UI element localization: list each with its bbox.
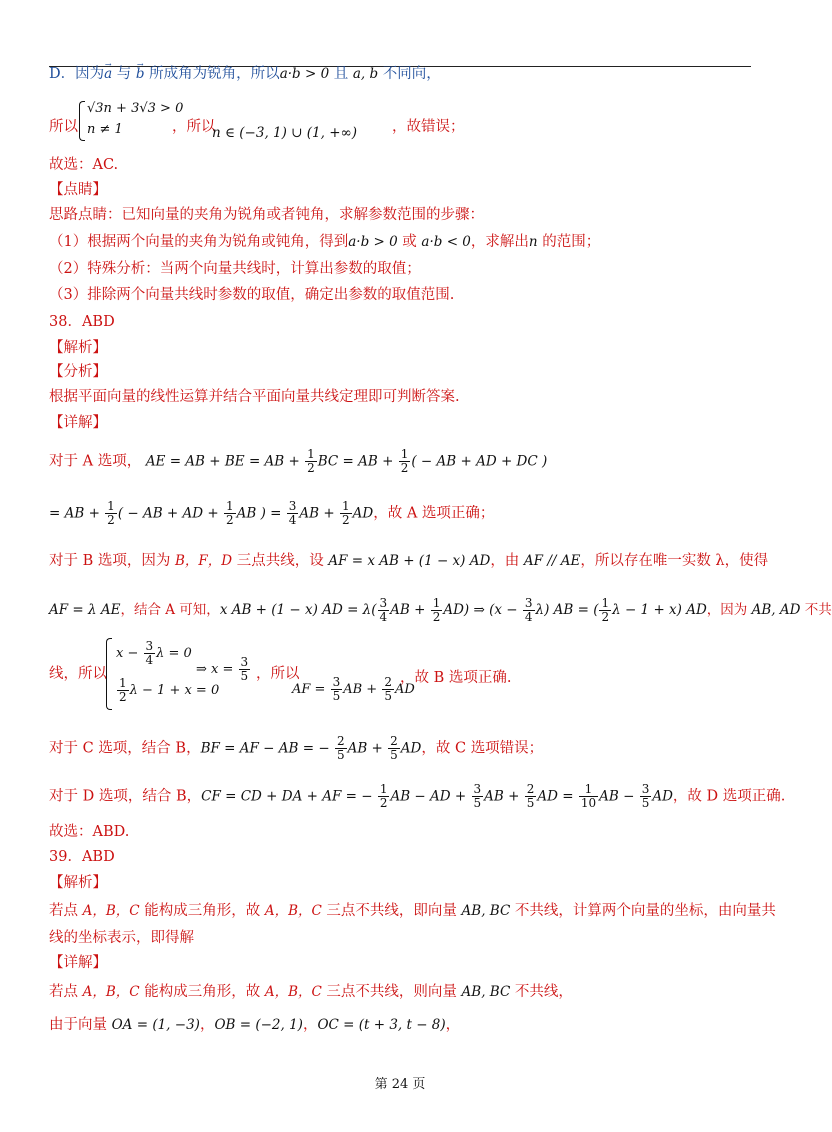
tip-1-cond-1: a·b > 0 (348, 234, 398, 250)
fraction-half: $\frac{1}{2}$ (107, 499, 115, 527)
fraction-two-fifths: $\frac{2}{5}$ (336, 734, 345, 762)
option-b1-mid: 三点共线，设 (232, 553, 329, 569)
tip-tag: 【点睛】 (49, 182, 107, 198)
fraction-three-fifths: $\frac{3}{5}$ (641, 782, 650, 810)
range-expression: n ∈ (−3, 1) ∪ (1, +∞) (212, 125, 358, 141)
and-text: 与 (112, 66, 136, 82)
option-b2-eq2: x AB + (1 − x) AD = λ( (219, 602, 377, 618)
fraction-half: $\frac{1}{2}$ (379, 782, 388, 810)
option-b1-eq: AF = x AB + (1 − x) AD (328, 553, 491, 569)
option-b1-prefix: 对于 B 选项，因为 (49, 553, 175, 569)
vector-pair-ab-ad: AB, AD (751, 602, 801, 618)
tip-step-1 (49, 232, 600, 252)
option-c-line (49, 735, 543, 762)
fraction-half: $\frac{1}{2}$ (432, 596, 441, 624)
system-b-line-2: $\frac{1}{2}$ λ − 1 + x = 0 (119, 676, 220, 704)
fraction-three-quarters: $\frac{3}{4}$ (524, 596, 533, 624)
option-d-vector-line (49, 783, 785, 810)
tip-step-3: （3）排除两个向量共线时参数的取值，确定出参数的取值范围. (49, 287, 455, 303)
tip-1-prefix: （1）根据两个向量的夹角为锐角或钝角，得到 (49, 234, 349, 250)
option-a2-eq4: AB + (299, 505, 339, 522)
option-b-line-2 (49, 597, 832, 624)
system-brace (79, 101, 85, 141)
option-b3-mid: ，所以 (256, 666, 300, 682)
option-a-eq2: BC = AB + (317, 453, 398, 470)
option-b2-eq4: AD) ⇒ (x − (443, 602, 522, 618)
implies-x: ⇒ x = $\frac{3}{5}$ (196, 655, 249, 683)
option-b3-prefix: 线，所以 (49, 666, 107, 682)
q39-xiangjie: 【详解】 (49, 955, 107, 971)
page-footer: 第 24 页 (374, 1077, 426, 1092)
vector-b: → b (136, 64, 145, 84)
option-d2-eq2: AB − AD + (390, 788, 471, 805)
option-d-suffix: 不同向， (378, 66, 441, 82)
answer-ac: 故选：AC. (49, 157, 119, 173)
option-c-eq3: AD (400, 740, 422, 757)
option-b2-eq: AF = λ AE (49, 602, 121, 618)
system-line-1: √3n + 3√3 > 0 (87, 101, 184, 116)
option-a-line (49, 448, 547, 475)
option-a-eq3: ( − AB + AD + DC ) (411, 453, 548, 470)
fraction-two-fifths: $\frac{2}{5}$ (526, 782, 535, 810)
option-b-line-1 (49, 551, 768, 571)
option-b2-mid: ，结合 A 可知， (120, 602, 220, 618)
so-if-mid: ，所以 (172, 119, 216, 135)
tip-1-mid: ，求解出 (470, 234, 529, 250)
so-if-lead: 所以 (49, 119, 78, 135)
option-a2-eq2: ( − AB + AD + (117, 505, 224, 522)
q39-text-1: 若点 A，B，C 能构成三角形，故 A，B，C 三点不共线，即向量 AB, BC 不共线，计算两个向量的坐标，由向量共 (49, 903, 776, 919)
tip-1-suffix: 的范围； (537, 234, 601, 250)
system-line-2: n ≠ 1 (87, 122, 123, 137)
fraction-three-quarters: $\frac{3}{4}$ (379, 596, 388, 624)
option-a2-eq5: AD (352, 505, 374, 522)
option-a-prefix: 对于 A 选项， (49, 453, 142, 470)
tip-1-or: 或 (397, 234, 422, 250)
option-b1-suffix: ，所以存在唯一实数 λ，使得 (580, 553, 769, 569)
dot-product-condition: a·b > 0 (279, 66, 330, 82)
points-bfd: B，F，D (174, 553, 233, 569)
q39-text-3: 若点 A，B，C 能构成三角形，故 A，B，C 三点不共线，则向量 AB, BC 不共线， (49, 984, 573, 1000)
option-d2-eq3: AB + (484, 788, 524, 805)
fraction-three-fifths: $\frac{3}{5}$ (473, 782, 482, 810)
option-b3-suffix: ，故 B 选项正确. (400, 670, 512, 686)
q38-fenxi: 【分析】 (49, 364, 107, 380)
q38-jiexi: 【解析】 (49, 340, 107, 356)
option-c-prefix: 对于 C 选项，结合 B， (49, 740, 201, 757)
option-d-mid2: 且 (329, 66, 353, 82)
option-d-mid: 所成角为锐角，所以 (144, 66, 280, 82)
fraction-half: $\frac{1}{2}$ (400, 447, 409, 475)
fraction-half: $\frac{1}{2}$ (342, 499, 350, 527)
vector-a: → a (104, 64, 112, 84)
tip-step-2: （2）特殊分析：当两个向量共线时，计算出参数的取值； (49, 261, 421, 277)
answer-abd: 故选：ABD. (49, 824, 130, 840)
option-b2-eq3: AB + (390, 602, 430, 618)
tip-1-n: n (528, 234, 538, 250)
fraction-one-tenth: $\frac{1}{10}$ (580, 782, 597, 810)
option-a2-suffix: ，故 A 选项正确； (373, 505, 495, 522)
option-a-eq: AE = AB + BE = AB + (145, 453, 305, 470)
q39-text-2: 线的坐标表示，即得解 (49, 930, 194, 946)
option-c-eq: BF = AF − AB = − (200, 740, 334, 757)
option-d2-prefix: 对于 D 选项，结合 B， (49, 788, 202, 805)
fraction-two-fifths: $\frac{2}{5}$ (390, 734, 398, 762)
option-a2-eq3: AB ) = (236, 505, 286, 522)
option-b2-suffix: ，因为 (706, 602, 752, 618)
fraction-half: $\frac{1}{2}$ (601, 596, 610, 624)
q39-header: 39．ABD (49, 849, 115, 865)
fraction-half: $\frac{1}{2}$ (307, 447, 315, 475)
fraction-three-quarters: $\frac{3}{4}$ (288, 499, 297, 527)
q39-jiexi: 【解析】 (49, 875, 107, 891)
q38-xiangjie: 【详解】 (49, 415, 107, 431)
option-b3-result: AF = $\frac{3}{5}$ AB + $\frac{2}{5}$ AD (292, 675, 415, 703)
system-brace-b (106, 638, 112, 710)
option-d-prefix: D．因为 (49, 66, 105, 82)
option-d2-eq5: AB − (599, 788, 639, 805)
option-b1-mid2: ，由 (490, 553, 524, 569)
option-b2-eq5: λ) AB = ( (535, 602, 599, 618)
option-d2-eq6: AD (652, 788, 673, 805)
option-c-eq2: AB + (347, 740, 388, 757)
option-a-line-2 (49, 500, 494, 527)
option-d2-eq: CF = CD + DA + AF = − (201, 788, 377, 805)
tip-1-cond-2: a·b < 0 (421, 234, 471, 250)
tip-intro: 思路点睛：已知向量的夹角为锐角或者钝角，求解参数范围的步骤： (49, 207, 484, 223)
option-d2-suffix: ，故 D 选项正确. (672, 788, 786, 805)
option-b2-end: 不共 (800, 602, 832, 618)
option-b2-eq6: λ − 1 + x) AD (612, 602, 707, 618)
option-c-suffix: ，故 C 选项错误； (421, 740, 544, 757)
system-b-line-1: x − $\frac{3}{4}$ λ = 0 (116, 639, 192, 667)
vector-pair: a, b (352, 66, 379, 82)
q38-fenxi-text: 根据平面向量的线性运算并结合平面向量共线定理即可判断答案. (49, 389, 460, 405)
option-d2-eq4: AD = (537, 788, 578, 805)
q38-header: 38．ABD (49, 314, 115, 330)
fraction-half: $\frac{1}{2}$ (226, 499, 234, 527)
option-a2-eq: = AB + (49, 505, 105, 522)
parallel-expression: AF // AE (523, 553, 581, 569)
option-d-line (49, 64, 441, 84)
q39-text-4: 由于向量 OA = (1, −3)，OB = (−2, 1)，OC = (t + 3, t − 8)， (49, 1017, 461, 1033)
so-if-suffix: ，故错误； (392, 119, 465, 135)
